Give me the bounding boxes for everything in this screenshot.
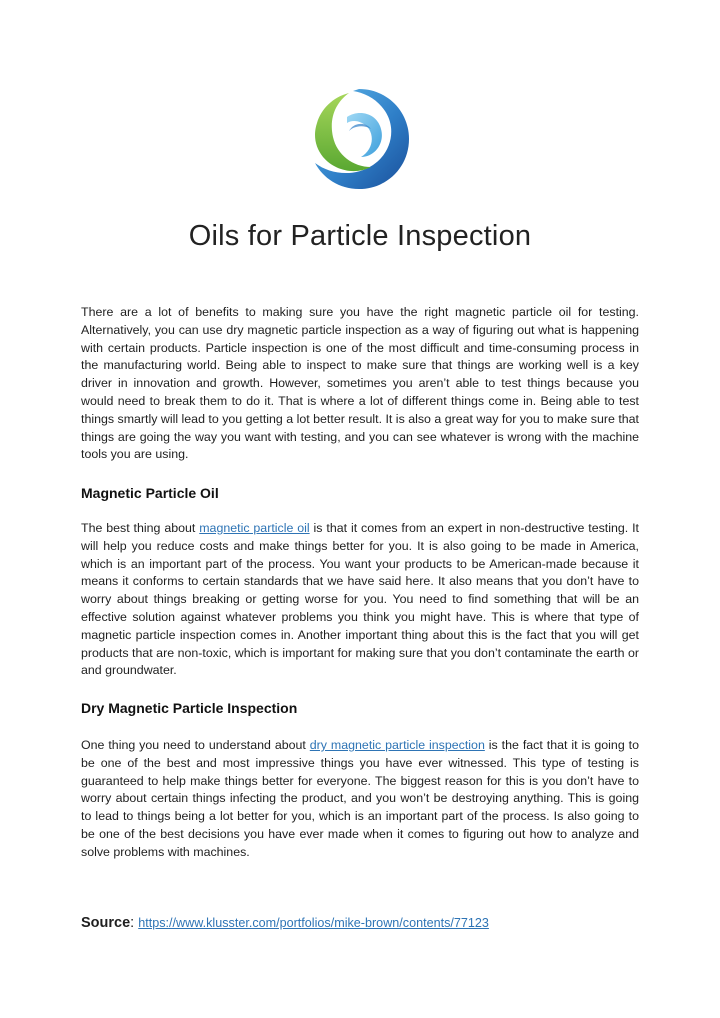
magnetic-particle-oil-paragraph [81,520,639,680]
dry-magnetic-particle-inspection-link[interactable]: dry magnetic particle inspection [309,738,485,752]
source-label: Source [81,915,131,931]
paragraph-text: One thing you need to understand about [81,738,310,752]
page-title: Oils for Particle Inspection [188,220,532,252]
paragraph-text: The best thing about [81,521,200,535]
intro-paragraph: There are a lot of benefits to making sure you have the right magnetic particle oil for testing. Alternatively, you can use dry magnetic particle inspection as a way of figuring out what is happening with certain products. Particle inspection is one of the most difficult and time-consuming process in the manufacturing world. Being able to inspect to make sure that things are working well is a key driver in innovation and growth. However, sometimes you aren’t able to test things because you would need to break them to do it. That is where a lot of different things come in. Being able to test things smartly will lead to you getting a lot better result. It is also a great way for you to make sure that things are going the way you want with testing, and you can see whatever is wrong with the machine tools you are using. [81,305,639,462]
logo-icon [303,83,415,195]
dry-magnetic-particle-inspection-paragraph [81,737,639,862]
source-url-link[interactable]: https://www.klusster.com/portfolios/mike-brown/contents/77123 [138,916,489,930]
section-heading-dry-magnetic-particle-inspection: Dry Magnetic Particle Inspection [81,700,298,716]
paragraph-text: is the fact that it is going to be one of the best and most impressive things you have ever witnessed. This type of testing is guaranteed to help make things better for everyone. The biggest reason for this is you don’t have to worry about certain things infecting the product, and you won’t be destroying anything. This is going to lead to things being a lot better for you, which is an important part of the process. Is also going to be one of the best decisions you have ever made when it comes to figuring out how to analyze and solve problems with machines. [81,738,639,859]
section-heading-magnetic-particle-oil: Magnetic Particle Oil [81,485,219,501]
source-line [81,915,489,931]
source-separator: : [130,915,139,931]
magnetic-particle-oil-link[interactable]: magnetic particle oil [199,521,310,535]
paragraph-text: is that it comes from an expert in non-destructive testing. It will help you reduce costs and make things better for you. It is also going to be made in America, which is an important part of the process. You want your products to be American-made because it means it conforms to certain standards that we have said here. It also means that you don’t have to worry about things breaking or getting worse for you. You need to find something that will be an effective solution against whatever problems you think you might have. This is where that type of magnetic particle inspection comes in. Another important thing about this is the fact that you will get products that are non-toxic, which is important for making sure that you don’t contaminate the earth or and groundwater. [81,521,639,678]
